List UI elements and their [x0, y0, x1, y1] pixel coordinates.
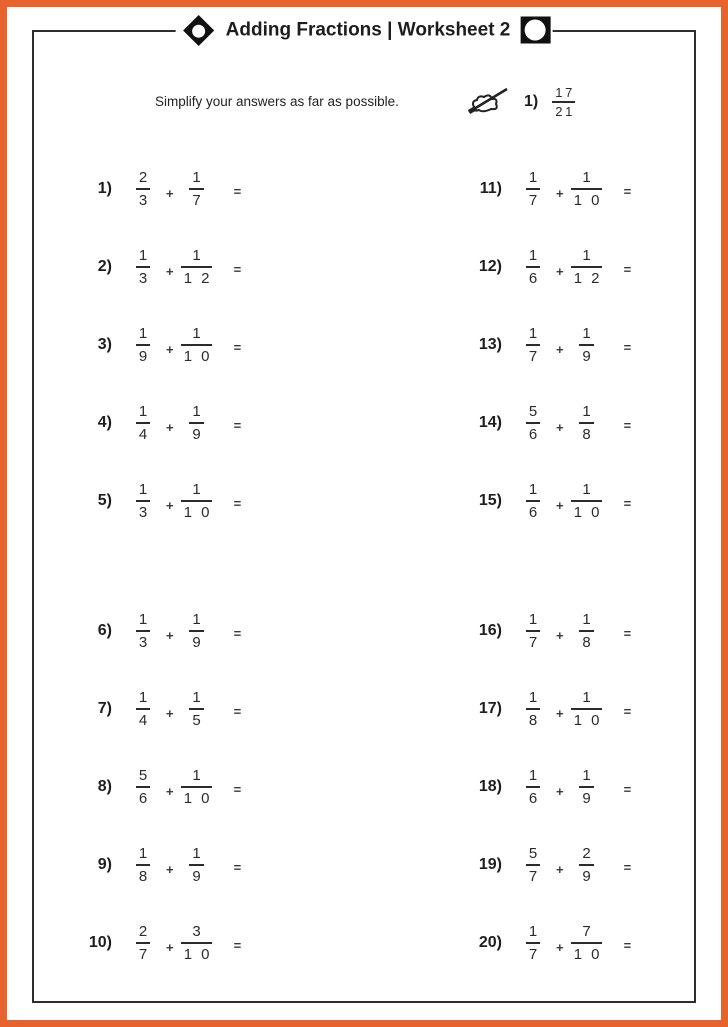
example-denominator: 2 1 — [555, 103, 573, 119]
fraction-bar — [136, 422, 150, 424]
circle-in-square-icon — [520, 17, 550, 44]
equals-sign: = — [623, 417, 632, 433]
plus-sign: + — [166, 627, 174, 643]
fraction-bar — [526, 422, 540, 424]
numerator: 1 — [582, 325, 591, 342]
numerator: 1 — [582, 403, 591, 420]
numerator: 1 — [192, 325, 201, 342]
fraction-first — [136, 690, 150, 728]
fraction-first — [136, 768, 150, 806]
fraction-second — [579, 846, 593, 884]
numerator: 2 — [138, 169, 148, 186]
problem-number: 10) — [88, 934, 112, 951]
fraction-bar — [136, 630, 150, 632]
problem-row — [458, 150, 658, 228]
fraction-bar — [579, 786, 593, 788]
denominator: 6 — [528, 790, 538, 807]
fraction-bar — [579, 422, 593, 424]
fraction-bar — [181, 500, 213, 502]
equals-sign: = — [233, 703, 242, 719]
fraction-second — [189, 170, 203, 208]
numerator: 1 — [192, 247, 201, 264]
fraction-second — [189, 404, 203, 442]
fraction-bar — [571, 942, 603, 944]
fraction-bar — [579, 864, 593, 866]
numerator: 1 — [582, 767, 591, 784]
numerator: 1 — [192, 845, 201, 862]
fraction-first — [136, 924, 150, 962]
fraction-first — [136, 404, 150, 442]
equals-sign: = — [623, 495, 632, 511]
equals-sign: = — [233, 625, 242, 641]
denominator: 1 0 — [573, 712, 600, 729]
fraction-second — [571, 248, 603, 286]
denominator: 1 0 — [183, 790, 210, 807]
equals-sign: = — [623, 625, 632, 641]
fraction-second — [579, 768, 593, 806]
fraction-bar — [136, 266, 150, 268]
page-title: Adding Fractions | Worksheet 2 — [225, 19, 511, 40]
denominator: 7 — [528, 192, 538, 209]
numerator: 1 — [138, 481, 148, 498]
plus-sign: + — [556, 627, 564, 643]
denominator: 9 — [192, 634, 201, 651]
numerator: 1 — [528, 247, 538, 264]
numerator: 3 — [192, 923, 201, 940]
plus-sign: + — [556, 185, 564, 201]
fraction-first — [526, 768, 540, 806]
fraction-bar — [526, 344, 540, 346]
fraction-bar — [136, 864, 150, 866]
plus-sign: + — [166, 497, 174, 513]
denominator: 9 — [192, 868, 201, 885]
denominator: 6 — [528, 426, 538, 443]
numerator: 1 — [528, 481, 538, 498]
problem-row — [68, 384, 268, 462]
equals-sign: = — [623, 183, 632, 199]
problem-row — [458, 826, 658, 904]
fraction-second — [571, 690, 603, 728]
denominator: 7 — [528, 946, 538, 963]
fraction-second — [181, 326, 213, 364]
fraction-bar — [136, 344, 150, 346]
fraction-first — [526, 612, 540, 650]
denominator: 7 — [528, 868, 538, 885]
fraction-bar — [181, 786, 213, 788]
problem-row — [458, 748, 658, 826]
fraction-second — [189, 612, 203, 650]
fraction-bar — [552, 101, 575, 103]
plus-sign: + — [166, 419, 174, 435]
fraction-bar — [526, 266, 540, 268]
fraction-first — [526, 924, 540, 962]
plus-sign: + — [166, 705, 174, 721]
problem-number: 17) — [478, 700, 502, 717]
denominator: 6 — [528, 270, 538, 287]
plus-sign: + — [166, 783, 174, 799]
denominator: 7 — [138, 946, 148, 963]
equals-sign: = — [233, 937, 242, 953]
worksheet-header — [176, 17, 553, 44]
numerator: 1 — [528, 923, 538, 940]
fraction-bar — [189, 864, 203, 866]
denominator: 4 — [138, 712, 148, 729]
numerator: 1 — [192, 611, 201, 628]
fraction-bar — [571, 500, 603, 502]
denominator: 1 0 — [183, 946, 210, 963]
problems-column-left — [68, 150, 268, 982]
numerator: 5 — [528, 403, 538, 420]
plus-sign: + — [166, 939, 174, 955]
fraction-first — [136, 248, 150, 286]
denominator: 3 — [138, 192, 148, 209]
fraction-first — [526, 248, 540, 286]
problem-row — [68, 826, 268, 904]
equals-sign: = — [233, 183, 242, 199]
fraction-first — [136, 482, 150, 520]
writing-hand-icon — [466, 85, 510, 120]
problem-number: 7) — [97, 700, 112, 717]
fraction-second — [181, 924, 213, 962]
numerator: 1 — [138, 611, 148, 628]
problem-number: 12) — [478, 258, 502, 275]
problem-number: 16) — [478, 622, 502, 639]
denominator: 8 — [528, 712, 538, 729]
problem-row — [68, 150, 268, 228]
fraction-bar — [189, 188, 203, 190]
numerator: 1 — [582, 247, 591, 264]
problem-number: 18) — [478, 778, 502, 795]
denominator: 9 — [582, 348, 591, 365]
example-answer — [466, 82, 575, 122]
fraction-bar — [181, 266, 213, 268]
fraction-second — [189, 690, 203, 728]
problem-number: 4) — [97, 414, 112, 431]
problem-row — [458, 592, 658, 670]
fraction-bar — [526, 942, 540, 944]
denominator: 1 0 — [183, 504, 210, 521]
problem-number: 9) — [97, 856, 112, 873]
equals-sign: = — [623, 937, 632, 953]
problem-number: 14) — [478, 414, 502, 431]
equals-sign: = — [233, 781, 242, 797]
problem-row — [458, 384, 658, 462]
numerator: 1 — [138, 845, 148, 862]
problem-number: 13) — [478, 336, 502, 353]
fraction-bar — [571, 188, 603, 190]
denominator: 8 — [582, 634, 591, 651]
problem-row — [68, 670, 268, 748]
numerator: 1 — [528, 611, 538, 628]
plus-sign: + — [556, 263, 564, 279]
fraction-bar — [526, 630, 540, 632]
fraction-bar — [526, 786, 540, 788]
numerator: 5 — [138, 767, 148, 784]
fraction-second — [181, 248, 213, 286]
denominator: 8 — [582, 426, 591, 443]
fraction-second — [181, 482, 213, 520]
denominator: 1 0 — [573, 504, 600, 521]
denominator: 9 — [192, 426, 201, 443]
problem-row — [68, 904, 268, 982]
plus-sign: + — [556, 419, 564, 435]
equals-sign: = — [233, 495, 242, 511]
numerator: 1 — [192, 767, 201, 784]
problem-row — [68, 592, 268, 670]
numerator: 2 — [138, 923, 148, 940]
fraction-first — [526, 404, 540, 442]
fraction-second — [189, 846, 203, 884]
problem-number: 1) — [97, 180, 112, 197]
fraction-first — [136, 170, 150, 208]
problem-number: 20) — [478, 934, 502, 951]
numerator: 5 — [528, 845, 538, 862]
instruction-text: Simplify your answers as far as possible. — [155, 94, 399, 109]
example-numerator: 1 7 — [555, 85, 573, 101]
example-fraction — [552, 86, 575, 118]
denominator: 3 — [138, 270, 148, 287]
numerator: 1 — [192, 689, 201, 706]
numerator: 1 — [192, 403, 201, 420]
numerator: 1 — [528, 169, 538, 186]
numerator: 2 — [582, 845, 591, 862]
numerator: 1 — [528, 325, 538, 342]
numerator: 1 — [138, 403, 148, 420]
problem-number: 2) — [97, 258, 112, 275]
denominator: 7 — [528, 348, 538, 365]
fraction-bar — [526, 864, 540, 866]
plus-sign: + — [556, 783, 564, 799]
numerator: 1 — [138, 247, 148, 264]
example-number: 1) — [524, 93, 539, 110]
denominator: 8 — [138, 868, 148, 885]
fraction-bar — [189, 630, 203, 632]
problem-number: 5) — [97, 492, 112, 509]
denominator: 1 0 — [573, 946, 600, 963]
equals-sign: = — [233, 261, 242, 277]
fraction-first — [526, 326, 540, 364]
equals-sign: = — [233, 339, 242, 355]
equals-sign: = — [623, 781, 632, 797]
plus-sign: + — [556, 861, 564, 877]
fraction-bar — [579, 344, 593, 346]
numerator: 1 — [138, 689, 148, 706]
problems-column-right — [458, 150, 658, 982]
plus-sign: + — [166, 185, 174, 201]
fraction-bar — [526, 188, 540, 190]
equals-sign: = — [623, 859, 632, 875]
problem-row — [458, 462, 658, 540]
problem-number: 19) — [478, 856, 502, 873]
denominator: 9 — [582, 868, 591, 885]
numerator: 1 — [582, 481, 591, 498]
denominator: 6 — [528, 504, 538, 521]
fraction-first — [526, 846, 540, 884]
diamond-icon — [183, 14, 214, 45]
fraction-bar — [526, 500, 540, 502]
equals-sign: = — [233, 859, 242, 875]
numerator: 1 — [582, 689, 591, 706]
fraction-bar — [136, 708, 150, 710]
plus-sign: + — [556, 939, 564, 955]
problem-row — [458, 670, 658, 748]
fraction-second — [571, 170, 603, 208]
problem-number: 11) — [479, 180, 502, 197]
fraction-bar — [571, 266, 603, 268]
equals-sign: = — [623, 703, 632, 719]
fraction-second — [579, 326, 593, 364]
denominator: 3 — [138, 634, 148, 651]
denominator: 1 0 — [573, 192, 600, 209]
plus-sign: + — [166, 263, 174, 279]
problem-number: 8) — [97, 778, 112, 795]
fraction-bar — [181, 942, 213, 944]
problem-row — [68, 228, 268, 306]
equals-sign: = — [233, 417, 242, 433]
denominator: 1 2 — [183, 270, 210, 287]
fraction-first — [526, 482, 540, 520]
problem-row — [68, 306, 268, 384]
numerator: 7 — [582, 923, 591, 940]
denominator: 4 — [138, 426, 148, 443]
fraction-first — [136, 612, 150, 650]
fraction-second — [579, 612, 593, 650]
fraction-second — [571, 482, 603, 520]
fraction-second — [181, 768, 213, 806]
fraction-bar — [136, 786, 150, 788]
fraction-bar — [571, 708, 603, 710]
problem-row — [458, 904, 658, 982]
numerator: 1 — [582, 169, 591, 186]
plus-sign: + — [556, 497, 564, 513]
denominator: 9 — [582, 790, 591, 807]
denominator: 7 — [528, 634, 538, 651]
fraction-bar — [136, 188, 150, 190]
numerator: 1 — [528, 767, 538, 784]
plus-sign: + — [556, 705, 564, 721]
denominator: 6 — [138, 790, 148, 807]
fraction-bar — [136, 500, 150, 502]
numerator: 1 — [582, 611, 591, 628]
fraction-first — [136, 846, 150, 884]
equals-sign: = — [623, 261, 632, 277]
denominator: 3 — [138, 504, 148, 521]
problem-number: 15) — [478, 492, 502, 509]
equals-sign: = — [623, 339, 632, 355]
numerator: 1 — [192, 169, 201, 186]
denominator: 9 — [138, 348, 148, 365]
problem-number: 3) — [97, 336, 112, 353]
fraction-bar — [579, 630, 593, 632]
problem-row — [68, 462, 268, 540]
fraction-bar — [526, 708, 540, 710]
fraction-first — [136, 326, 150, 364]
denominator: 5 — [192, 712, 201, 729]
problem-row — [458, 228, 658, 306]
denominator: 1 0 — [183, 348, 210, 365]
fraction-bar — [181, 344, 213, 346]
plus-sign: + — [166, 341, 174, 357]
denominator: 7 — [192, 192, 201, 209]
problem-row — [458, 306, 658, 384]
numerator: 1 — [138, 325, 148, 342]
denominator: 1 2 — [573, 270, 600, 287]
problem-number: 6) — [97, 622, 112, 639]
fraction-second — [571, 924, 603, 962]
numerator: 1 — [192, 481, 201, 498]
numerator: 1 — [528, 689, 538, 706]
fraction-first — [526, 690, 540, 728]
fraction-first — [526, 170, 540, 208]
fraction-bar — [136, 942, 150, 944]
problem-row — [68, 748, 268, 826]
plus-sign: + — [556, 341, 564, 357]
fraction-second — [579, 404, 593, 442]
fraction-bar — [189, 422, 203, 424]
plus-sign: + — [166, 861, 174, 877]
fraction-bar — [189, 708, 203, 710]
